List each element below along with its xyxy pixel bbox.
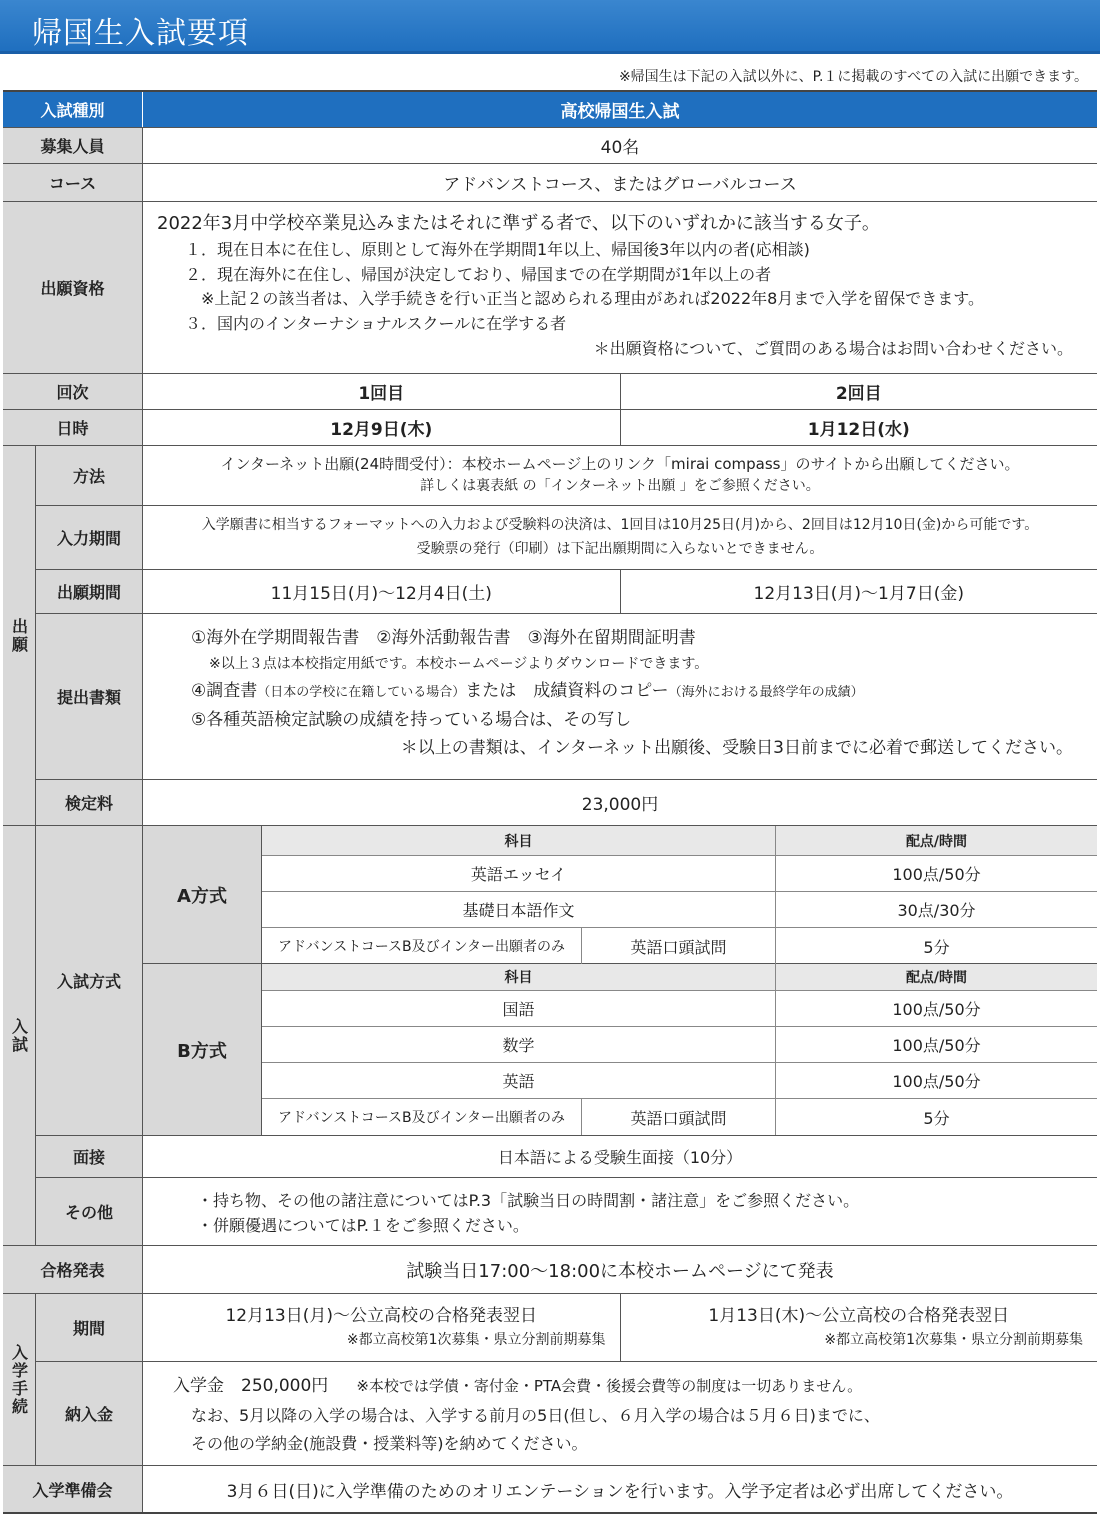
eligibility-item3: ３．国内のインターナショナルスクールに在学する者 <box>185 314 567 334</box>
method-a-row: 英語エッセイ 100点/50分 <box>262 856 1097 892</box>
other-label: その他 <box>36 1178 143 1245</box>
exam-method-row <box>36 826 1097 1136</box>
method-line1: インターネット出願(24時間受付）：本校ホームページ上のリンク「mirai compass」のサイトから出願してください。 <box>220 455 1020 474</box>
interview-value: 日本語による受験生面接（10分） <box>497 1147 743 1167</box>
application-section <box>3 446 1097 826</box>
enroll-period-first: 12月13日(月)〜公立高校の合格発表翌日 <box>225 1306 538 1327</box>
method-line2: 詳しくは裏表紙 の「インターネット出願 」をご参照ください。 <box>420 478 820 495</box>
date-label: 日時 <box>3 410 143 445</box>
method-b <box>143 964 1097 1135</box>
enroll-payment-line1: 入学金 250,000円 ※本校では学債・寄付金・PTA会費・後援会費等の制度は一切ありません。 <box>173 1376 863 1396</box>
enroll-period-second-note: ※都立高校第1次募集・県立分割前期募集 <box>824 1331 1083 1348</box>
input-period-row <box>36 506 1097 570</box>
fee-row <box>36 780 1097 825</box>
documents-label: 提出書類 <box>36 614 143 779</box>
orientation-label: 入学準備会 <box>3 1466 143 1512</box>
round-label: 回次 <box>3 374 143 409</box>
eligibility-row <box>3 202 1097 374</box>
fee-value: 23,000円 <box>581 795 659 815</box>
apply-period-second: 12月13日(月)〜1月7日(金) <box>753 584 964 604</box>
method-a-header: 科目 配点/時間 <box>262 826 1097 856</box>
fee-label: 検定料 <box>36 780 143 825</box>
header-value: 高校帰国生入試 <box>560 102 680 122</box>
orientation-row <box>3 1466 1097 1514</box>
result-value: 試験当日17:00〜18:00に本校ホームページにて発表 <box>406 1260 834 1282</box>
header-label: 入試種別 <box>3 92 143 127</box>
enroll-payment-row <box>36 1362 1097 1465</box>
method-a-extra-row: アドバンストコースB及びインター出願者のみ 英語口頭試問 5分 <box>262 928 1097 964</box>
method-a-label: A方式 <box>143 826 262 963</box>
other-line2: ・併願優遇についてはP.１をご参照ください。 <box>197 1216 529 1236</box>
exam-section <box>3 826 1097 1246</box>
orientation-value: 3月６日(日)に入学準備のためのオリエンテーションを行います。入学予定者は必ず出席してください。 <box>226 1481 1014 1502</box>
round-first: 1回目 <box>143 374 621 409</box>
eligibility-item2-note: ※上記２の該当者は、入学手続きを行い正当と認められる理由があれば2022年8月まで入学を留保できます。 <box>201 289 985 309</box>
enroll-payment-line2: なお、5月以降の入学の場合は、入学する前月の5日(但し、６月入学の場合は５月６日)までに、 <box>191 1405 880 1425</box>
apply-period-first: 11月15日(月)〜12月4日(土) <box>143 570 621 613</box>
capacity-row <box>3 128 1097 164</box>
enroll-period-second: 1月13日(木)〜公立高校の合格発表翌日 <box>708 1306 1010 1327</box>
method-a-row: 基礎日本語作文 30点/30分 <box>262 892 1097 928</box>
method-b-row: 英語 100点/50分 <box>262 1063 1097 1099</box>
method-a <box>143 826 1097 964</box>
enroll-section <box>3 1294 1097 1466</box>
apply-period-label: 出願期間 <box>36 570 143 613</box>
input-period-label: 入力期間 <box>36 506 143 569</box>
enroll-period-row <box>36 1294 1097 1362</box>
round-second: 2回目 <box>835 384 882 404</box>
apply-period-row <box>36 570 1097 614</box>
eligibility-item2: ２．現在海外に在住し、帰国が決定しており、帰国までの在学期間が1年以上の者 <box>185 264 772 284</box>
method-b-header: 科目 配点/時間 <box>262 964 1097 991</box>
other-line1: ・持ち物、その他の諸注意についてはP.3「試験当日の時間割・諸注意」をご参照ください。 <box>197 1190 860 1210</box>
exam-section-label: 入試 <box>3 826 36 1245</box>
documents-line4: ⑤各種英語検定試験の成績を持っている場合は、その写し <box>191 709 632 730</box>
documents-line3: ④調査書（日本の学校に在籍している場合）または 成績資料のコピー（海外における最終学年の成績） <box>191 680 864 701</box>
enroll-section-label: 入学手続 <box>3 1294 36 1465</box>
top-note: ※帰国生は下記の入試以外に、P.１に掲載のすべての入試に出願できます。 <box>618 69 1088 85</box>
round-row <box>3 374 1097 410</box>
capacity-label: 募集人員 <box>3 128 143 163</box>
method-b-row: 数学 100点/50分 <box>262 1027 1097 1063</box>
method-label: 方法 <box>36 446 143 505</box>
course-label: コース <box>3 164 143 201</box>
method-b-row: 国語 100点/50分 <box>262 991 1097 1027</box>
documents-line2: ※以上３点は本校指定用紙です。本校ホームページよりダウンロードできます。 <box>209 655 709 672</box>
enroll-payment-label: 納入金 <box>36 1362 143 1465</box>
course-value: アドバンストコース、またはグローバルコース <box>443 175 797 195</box>
course-row <box>3 164 1097 202</box>
enroll-period-label: 期間 <box>36 1294 143 1361</box>
capacity-value: 40名 <box>600 138 640 158</box>
input-period-line2: 受験票の発行（印刷）は下記出願期間に入らないとできません。 <box>416 540 824 557</box>
method-b-label: B方式 <box>143 964 262 1135</box>
title-bar <box>0 0 1100 54</box>
eligibility-main: 2022年3月中学校卒業見込みまたはそれに準ずる者で、以下のいずれかに該当する女子。 <box>157 213 880 234</box>
enroll-period-first-note: ※都立高校第1次募集・県立分割前期募集 <box>346 1331 606 1348</box>
date-first: 12月9日(木) <box>143 410 621 445</box>
method-b-extra-row: アドバンストコースB及びインター出願者のみ 英語口頭試問 5分 <box>262 1099 1097 1135</box>
page-title: 帰国生入試要項 <box>32 16 249 51</box>
documents-line1: ①海外在学期間報告書 ②海外活動報告書 ③海外在留期間証明書 <box>191 628 696 648</box>
date-second: 1月12日(水) <box>807 420 910 440</box>
eligibility-content <box>143 202 1097 373</box>
method-row <box>36 446 1097 506</box>
eligibility-footer: ＊出願資格について、ご質問のある場合はお問い合わせください。 <box>593 339 1073 359</box>
enroll-payment-line3: その他の学納金(施設費・授業料等)を納めてください。 <box>191 1433 588 1453</box>
result-label: 合格発表 <box>3 1246 143 1293</box>
header-row <box>3 92 1097 128</box>
date-row <box>3 410 1097 446</box>
other-row <box>36 1178 1097 1245</box>
documents-line5: ＊以上の書類は、インターネット出願後、受験日3日前までに必着で郵送してください。 <box>400 738 1073 759</box>
interview-label: 面接 <box>36 1136 143 1177</box>
documents-row <box>36 614 1097 780</box>
input-period-line1: 入学願書に相当するフォーマットへの入力および受験料の決済は、1回目は10月25日(月)から、2回目は12月10日(金)から可能です。 <box>201 517 1039 534</box>
application-section-label: 出願 <box>3 446 36 825</box>
eligibility-item1: １．現在日本に在住し、原則として海外在学期間1年以上、帰国後3年以内の者(応相談) <box>185 239 810 259</box>
interview-row <box>36 1136 1097 1178</box>
result-row <box>3 1246 1097 1294</box>
admission-table <box>3 90 1097 1514</box>
exam-method-label: 入試方式 <box>36 826 143 1135</box>
eligibility-label: 出願資格 <box>3 202 143 373</box>
